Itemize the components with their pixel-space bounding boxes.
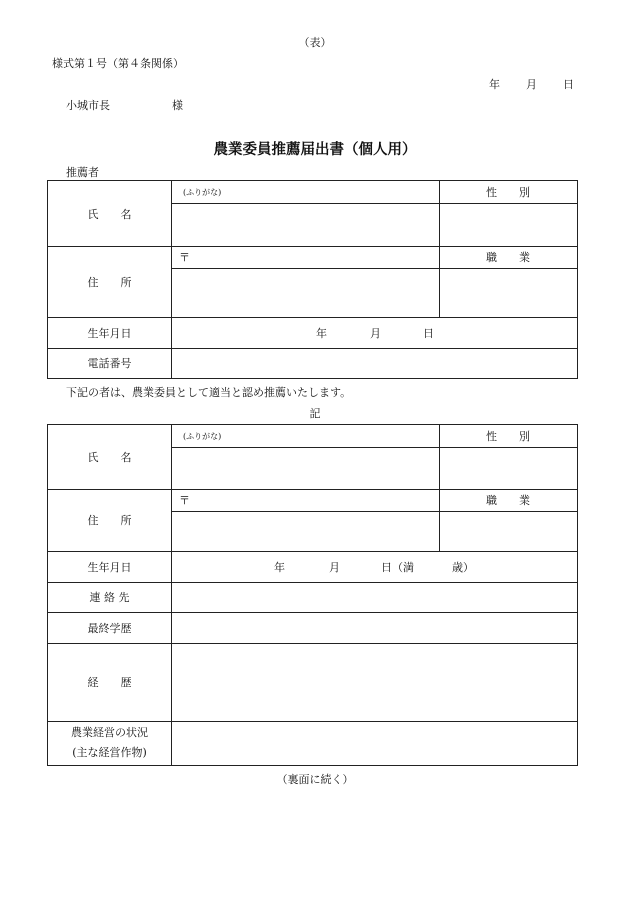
candidate-farm-status-field[interactable] [171, 721, 577, 765]
recommender-occupation-label: 職 業 [486, 251, 530, 264]
candidate-contact-field[interactable] [171, 582, 577, 612]
recommender-birthdate-month: 月 [370, 326, 381, 340]
farm-status-label-line1: 農業経営の状況 [71, 726, 148, 739]
candidate-postal-mark: 〒 [179, 494, 190, 507]
recommender-address-field[interactable] [171, 268, 439, 317]
candidate-birthdate-label: 生年月日 [87, 560, 132, 574]
recommender-furigana-label: (ふりがな) [183, 187, 222, 197]
recommender-label: 推薦者 [66, 166, 99, 179]
candidate-occupation-field[interactable] [439, 511, 577, 551]
recommender-birthdate-label: 生年月日 [87, 326, 132, 340]
candidate-furigana-label: (ふりがな) [183, 431, 222, 441]
addressee-mayor: 小城市長 [66, 99, 110, 112]
candidate-occupation-label: 職 業 [486, 494, 530, 507]
candidate-career-label: 経 歴 [87, 676, 132, 689]
candidate-name-field[interactable] [171, 447, 439, 489]
candidate-age-label: 歳） [452, 560, 474, 574]
candidate-contact-label: 連 絡 先 [89, 591, 130, 604]
recommender-name-field[interactable] [171, 203, 439, 246]
recommender-phone-field[interactable] [171, 348, 577, 378]
candidate-career-field[interactable] [171, 643, 577, 721]
recommender-gender-field[interactable] [439, 203, 577, 246]
recommender-gender-label: 性 別 [486, 186, 530, 199]
date-day-label: 日 [563, 78, 574, 91]
form-number: 様式第１号（第４条関係） [52, 57, 184, 70]
recommender-birthdate-day: 日 [423, 326, 434, 340]
date-year-label: 年 [489, 78, 500, 91]
ki-label: 記 [309, 407, 321, 420]
candidate-gender-field[interactable] [439, 447, 577, 489]
candidate-name-label: 氏 名 [87, 451, 132, 464]
continue-note: （裏面に続く） [276, 773, 354, 786]
candidate-gender-label: 性 別 [486, 430, 530, 443]
sheet-side-label: （表） [298, 36, 332, 49]
recommender-birthdate-year: 年 [316, 326, 327, 340]
recommender-table [47, 180, 578, 379]
addressee-honorific: 様 [172, 99, 183, 112]
candidate-table [47, 424, 578, 766]
recommender-phone-label: 電話番号 [87, 357, 132, 370]
candidate-birthdate-month: 月 [329, 560, 340, 574]
recommender-address-label: 住 所 [87, 275, 132, 289]
candidate-address-field[interactable] [171, 511, 439, 551]
recommender-name-label: 氏 名 [87, 207, 132, 221]
candidate-education-label: 最終学歴 [87, 621, 132, 635]
candidate-birthdate-year: 年 [274, 560, 285, 574]
candidate-education-field[interactable] [171, 612, 577, 643]
recommender-occupation-field[interactable] [439, 268, 577, 317]
candidate-farm-status-label [48, 721, 171, 765]
recommender-postal-mark: 〒 [179, 251, 190, 264]
candidate-address-label: 住 所 [87, 514, 132, 527]
recommendation-statement: 下記の者は、農業委員として適当と認め推薦いたします。 [66, 386, 352, 399]
farm-status-label-line2: (主な経営作物) [72, 746, 147, 759]
page-title: 農業委員推薦届出書（個人用） [213, 141, 417, 158]
candidate-birthdate-day: 日（満 [381, 560, 414, 574]
date-month-label: 月 [526, 78, 537, 91]
